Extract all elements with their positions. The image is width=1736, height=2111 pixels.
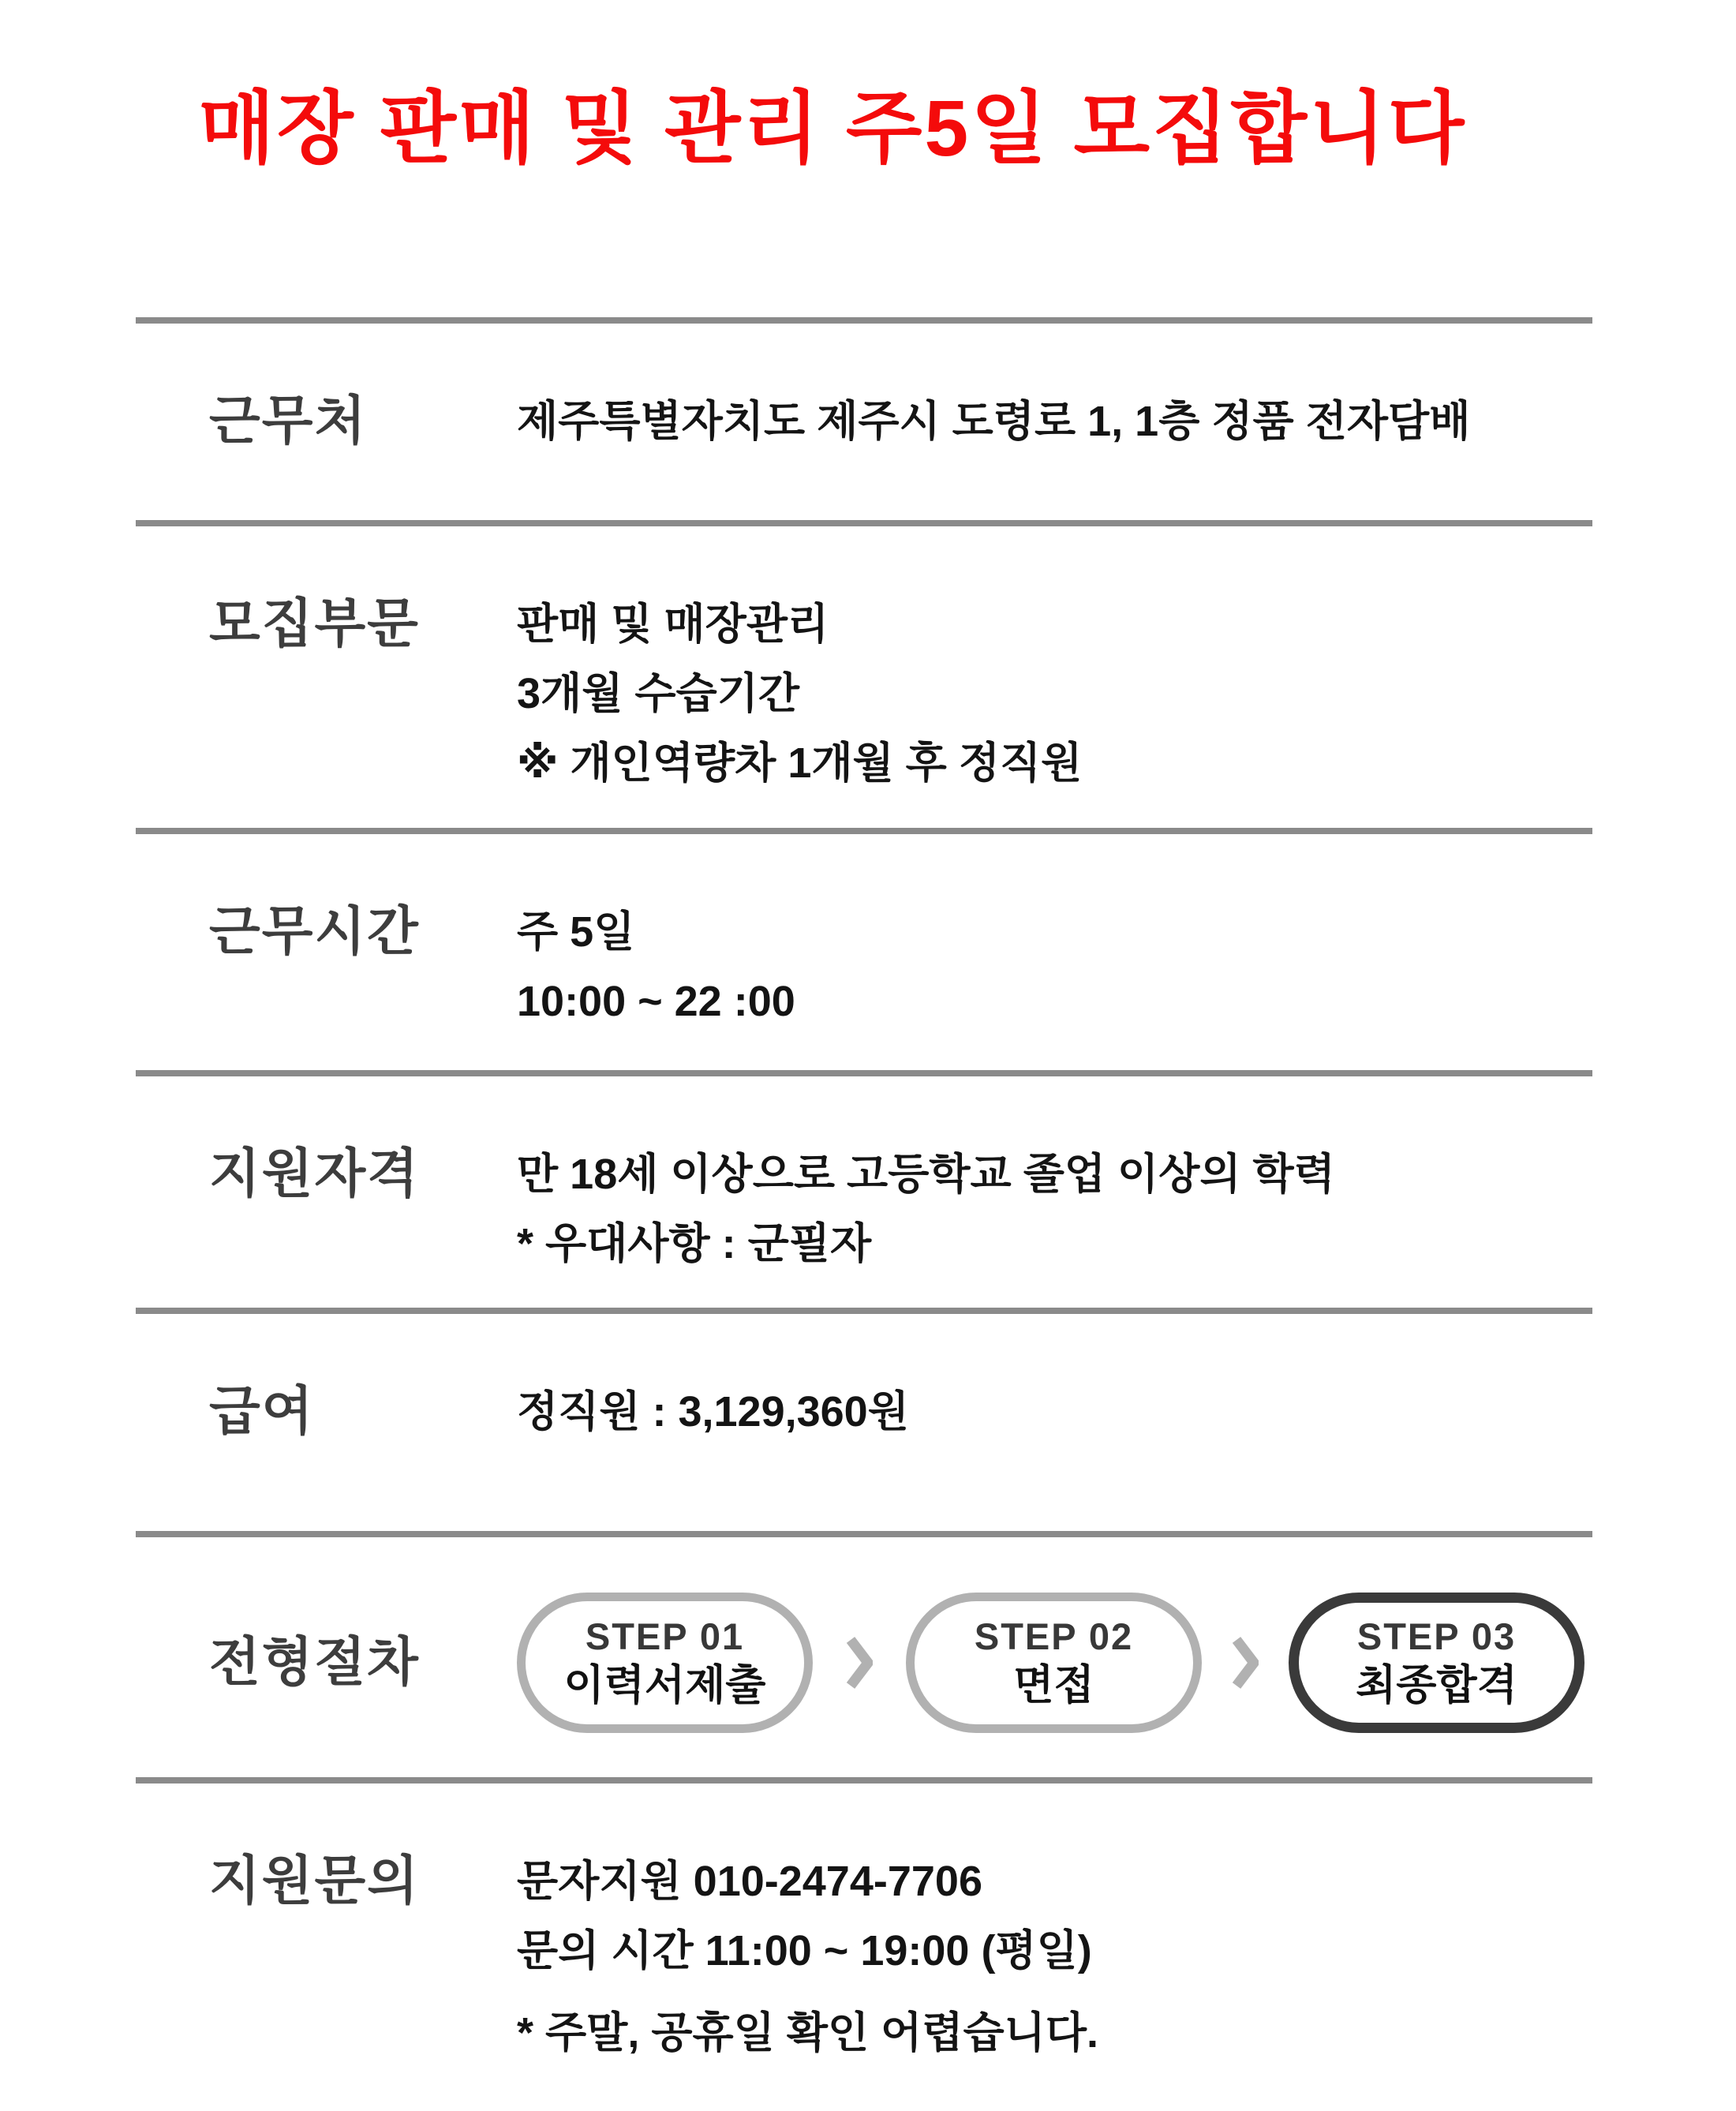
- row-content-salary: [517, 1377, 1592, 1447]
- chevron-right-icon: [813, 1634, 906, 1692]
- page-title: 매장 판매 및 관리 주5일 모집합니다: [198, 84, 1467, 173]
- row-label-process: 전형절차: [209, 1633, 420, 1692]
- table-row-hours: [136, 828, 1592, 1070]
- step-capsule-1: [517, 1593, 813, 1733]
- row-label-position: 모집부문: [209, 594, 420, 653]
- step-3-number: STEP 03: [1356, 1615, 1517, 1657]
- job-info-table: [136, 317, 1592, 2111]
- contact-hours-line: 문의 시간 11:00 ~ 19:00 (평일): [517, 1927, 1092, 1974]
- step-1-name: 이력서제출: [563, 1662, 766, 1709]
- step-capsule-2: [906, 1593, 1202, 1733]
- row-content-position: [517, 590, 1592, 798]
- position-line: 판매 및 매장관리: [517, 601, 829, 648]
- table-row-process: [136, 1531, 1592, 1777]
- row-content-qualification: [517, 1140, 1592, 1278]
- table-row-workplace: [136, 317, 1592, 520]
- chevron-right-icon: [1202, 1634, 1289, 1692]
- step-capsule-3: [1289, 1593, 1584, 1733]
- workplace-address: 제주특별자치도 제주시 도령로 1, 1층 정품 전자담배: [517, 398, 1471, 445]
- contact-note-line: * 주말, 공휴일 확인 어렵습니다.: [517, 2009, 1098, 2057]
- worktime-line: 10:00 ~ 22 :00: [517, 978, 795, 1025]
- table-row-salary: [136, 1308, 1592, 1531]
- table-row-position: [136, 520, 1592, 828]
- row-label-contact: 지원문의: [209, 1851, 420, 1911]
- qualification-line: 만 18세 이상으로 고등학교 졸업 이상의 학력: [517, 1151, 1335, 1198]
- contact-phone-line: 문자지원 010-2474-7706: [517, 1858, 982, 1905]
- salary-line: 정직원 : 3,129,360원: [517, 1388, 909, 1435]
- row-content-workplace: [517, 387, 1592, 456]
- row-label-qualification: 지원자격: [209, 1144, 420, 1203]
- process-steps: [517, 1593, 1592, 1733]
- row-label-hours: 근무시간: [209, 902, 420, 961]
- preference-line: * 우대사항 : 군필자: [517, 1220, 872, 1267]
- row-content-hours: [517, 897, 1592, 1036]
- step-2-name: 면접: [1013, 1662, 1094, 1709]
- step-1-number: STEP 01: [585, 1615, 745, 1657]
- workdays-line: 주 5일: [517, 908, 635, 956]
- row-content-contact: [517, 1847, 1592, 2068]
- row-content-process: [517, 1593, 1592, 1733]
- row-label-salary: 급여: [209, 1382, 315, 1441]
- probation-note-line: ※ 개인역량차 1개월 후 정직원: [517, 739, 1083, 787]
- step-2-number: STEP 02: [974, 1615, 1134, 1657]
- table-row-contact: [136, 1777, 1592, 2111]
- row-label-workplace: 근무처: [209, 391, 368, 451]
- table-row-qualification: [136, 1070, 1592, 1308]
- step-3-name: 최종합격: [1356, 1662, 1517, 1709]
- probation-line: 3개월 수습기간: [517, 670, 800, 717]
